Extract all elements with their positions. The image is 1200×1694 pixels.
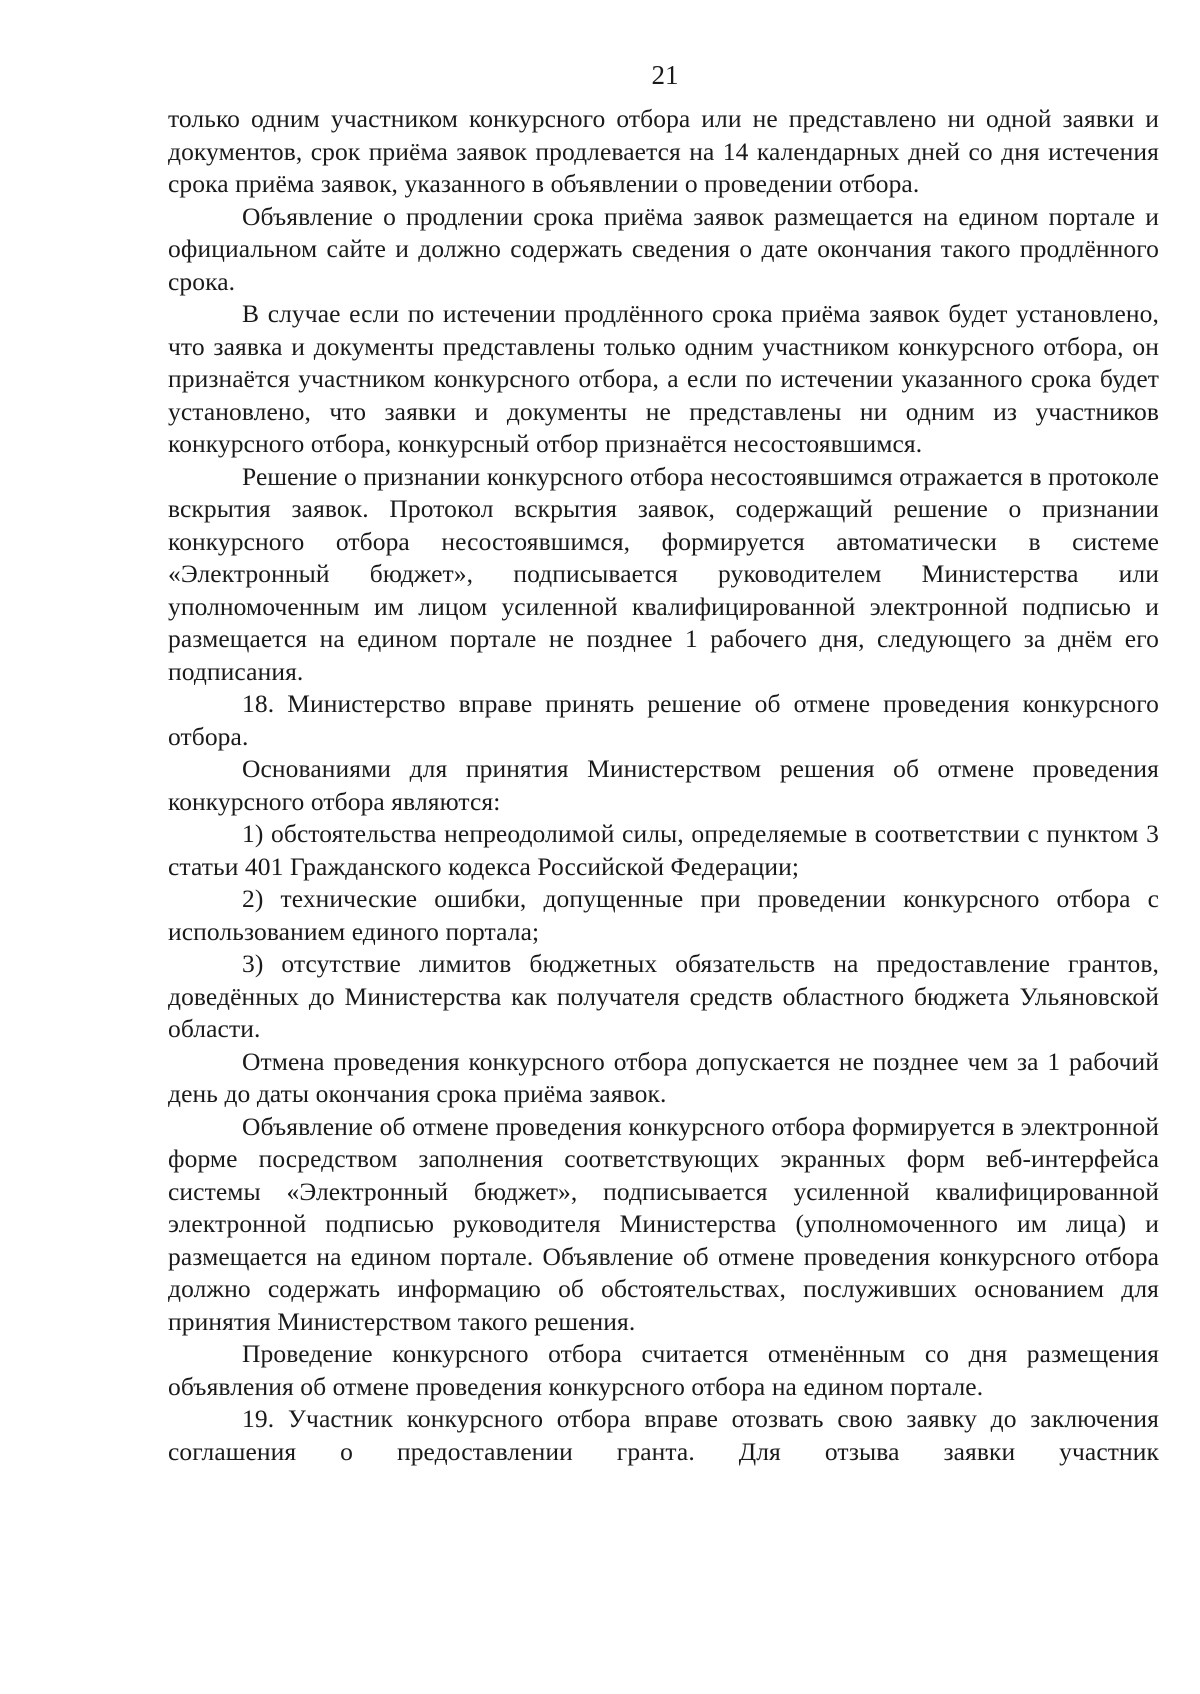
paragraph-cancellation-grounds: Основаниями для принятия Министерством решения об отмене проведения конкурсного отбора являются:	[168, 754, 1159, 816]
page-number: 21	[651, 60, 679, 90]
paragraph-item-19: 19. Участник конкурсного отбора вправе отозвать свою заявку до заключения соглашения о предоставлении гранта. Для отзыва заявки участник	[168, 1404, 1159, 1466]
paragraph-failed-selection-decision: Решение о признании конкурсного отбора несостоявшимся отражается в протоколе вскрытия заявок. Протокол вскрытия заявок, содержащий решение о признании конкурсного отбора несостоявшимся, формируется автоматически в системе «Электронный бюджет», подписывается руководителем Министерства или уполномоченным им лицом усиленной квалифицированной электронной подписью и размещается на едином портале не позднее 1 рабочего дня, следующего за днём его подписания.	[168, 461, 1159, 686]
paragraph-single-participant: В случае если по истечении продлённого срока приёма заявок будет установлено, что заявка и документы представлены только одним участником конкурсного отбора, он признаётся участником конкурсного отбора, а если по истечении указанного срока будет установлено, что заявки и документы не представлены ни одним из участников конкурсного отбора, конкурсный отбор признаётся несостоявшимся.	[168, 299, 1159, 458]
paragraph-continuation: только одним участником конкурсного отбора или не представлено ни одной заявки и документов, срок приёма заявок продлевается на 14 календарных дней со дня истечения срока приёма заявок, указанного в объявлении о проведении отбора.	[168, 104, 1159, 198]
list-item-1: 1) обстоятельства непреодолимой силы, определяемые в соответствии с пунктом 3 статьи 401 Гражданского кодекса Российской Федерации;	[168, 819, 1159, 881]
paragraph-extension-announcement: Объявление о продлении срока приёма заявок размещается на едином портале и официальном сайте и должно содержать сведения о дате окончания такого продлённого срока.	[168, 201, 1159, 296]
paragraph-item-18: 18. Министерство вправе принять решение об отмене проведения конкурсного отбора.	[168, 689, 1159, 751]
paragraph-cancellation-effective: Проведение конкурсного отбора считается отменённым со дня размещения объявления об отмене проведения конкурсного отбора на едином портале.	[168, 1339, 1159, 1401]
paragraph-cancellation-deadline: Отмена проведения конкурсного отбора допускается не позднее чем за 1 рабочий день до даты окончания срока приёма заявок.	[168, 1046, 1159, 1108]
paragraph-cancellation-announcement: Объявление об отмене проведения конкурсного отбора формируется в электронной форме посредством заполнения соответствующих экранных форм веб-интерфейса системы «Электронный бюджет», подписывается усиленной квалифицированной электронной подписью руководителя Министерства (уполномоченного им лица) и размещается на едином портале. Объявление об отмене проведения конкурсного отбора должно содержать информацию об обстоятельствах, послуживших основанием для принятия Министерством такого решения.	[168, 1111, 1159, 1336]
document-body	[168, 103, 1159, 1468]
list-item-2: 2) технические ошибки, допущенные при проведении конкурсного отбора с использованием единого портала;	[168, 884, 1159, 946]
list-item-3: 3) отсутствие лимитов бюджетных обязательств на предоставление грантов, доведённых до Министерства как получателя средств областного бюджета Ульяновской области.	[168, 949, 1159, 1043]
